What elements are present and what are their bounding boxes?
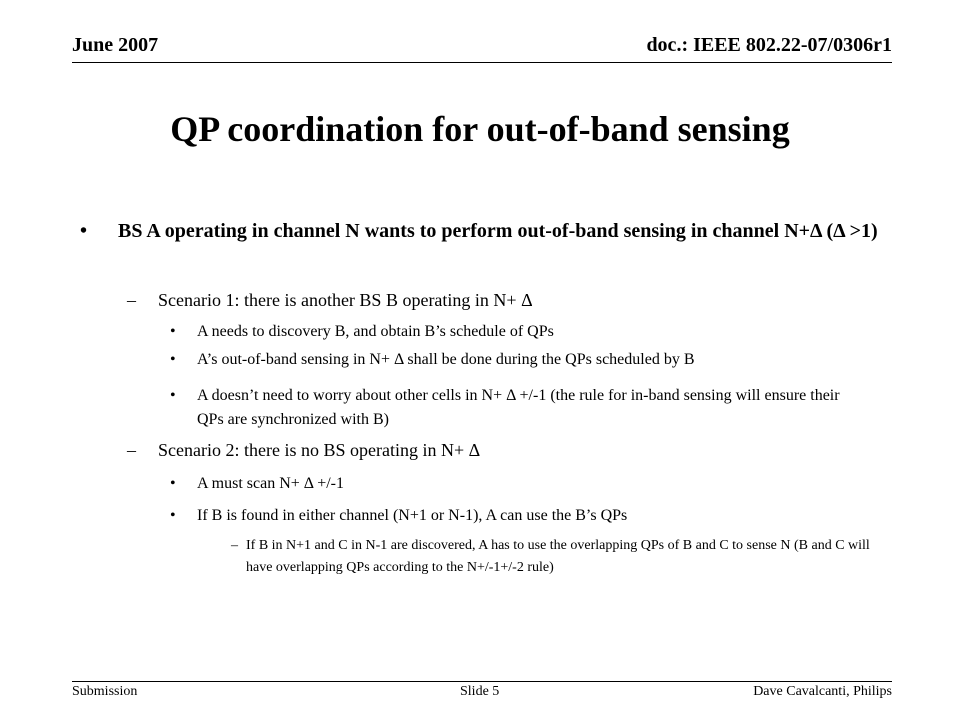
scenario-1-text: Scenario 1: there is another BS B operating in N+ Δ xyxy=(158,290,533,310)
scenario-2-item xyxy=(170,472,870,496)
dash-marker: – xyxy=(231,538,238,553)
footer-rule xyxy=(72,681,892,682)
dash-marker: – xyxy=(127,290,136,310)
scenario-2-item-text: If B is found in either channel (N+1 or N-1), A can use the B’s QPs xyxy=(197,507,628,524)
footer-author: Dave Cavalcanti, Philips xyxy=(753,684,892,699)
main-bullet xyxy=(80,216,900,247)
dash-marker: – xyxy=(127,440,136,460)
header-doc-id: doc.: IEEE 802.22-07/0306r1 xyxy=(646,34,892,56)
scenario-2-subitem xyxy=(231,535,891,579)
scenario-1-item-text: A doesn’t need to worry about other cells in N+ Δ +/-1 (the rule for in-band sensing will ensure their QPs are synchronized with B) xyxy=(197,387,840,428)
scenario-2-item-text: A must scan N+ Δ +/-1 xyxy=(197,475,344,492)
bullet-marker: • xyxy=(170,475,176,492)
scenario-2-text: Scenario 2: there is no BS operating in N+ Δ xyxy=(158,440,481,460)
scenario-2-item xyxy=(170,504,870,528)
bullet-marker: • xyxy=(170,507,176,524)
scenario-1 xyxy=(127,288,867,312)
bullet-marker: • xyxy=(80,220,88,242)
header-date: June 2007 xyxy=(72,34,159,56)
scenario-2-subitem-text: If B in N+1 and C in N-1 are discovered, A has to use the overlapping QPs of B and C to sense N (B and C will have overlapping QPs according to the N+/-1+/-2 rule) xyxy=(246,538,870,575)
main-bullet-text: BS A operating in channel N wants to perform out-of-band sensing in channel N+Δ (Δ >1) xyxy=(118,220,878,242)
scenario-1-item-text: A needs to discovery B, and obtain B’s schedule of QPs xyxy=(197,323,554,340)
bullet-marker: • xyxy=(170,323,176,340)
scenario-1-item xyxy=(170,348,870,372)
scenario-2 xyxy=(127,438,867,462)
scenario-1-item xyxy=(170,384,870,432)
footer-submission: Submission xyxy=(72,684,138,699)
scenario-1-item xyxy=(170,320,870,344)
bullet-marker: • xyxy=(170,387,176,404)
bullet-marker: • xyxy=(170,351,176,368)
header-rule xyxy=(72,62,892,63)
scenario-1-item-text: A’s out-of-band sensing in N+ Δ shall be done during the QPs scheduled by B xyxy=(197,351,695,368)
footer-slide-number: Slide 5 xyxy=(460,684,500,699)
slide-title: QP coordination for out-of-band sensing xyxy=(170,109,790,149)
